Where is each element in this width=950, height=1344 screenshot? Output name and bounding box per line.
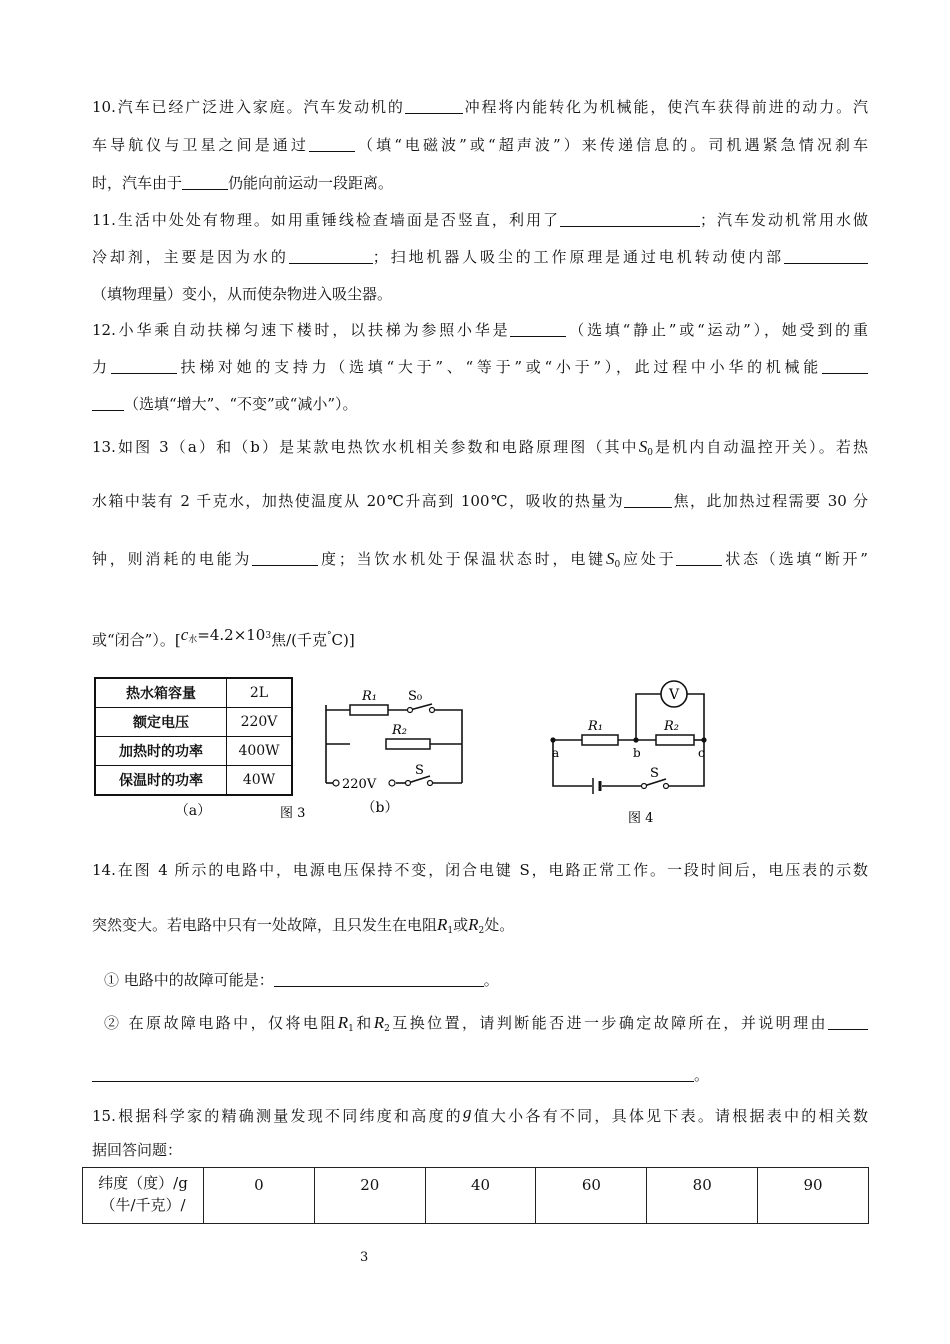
q11-line1: 11.生活中处处有物理。如用重锤线检查墙面是否竖直，利用了 ；汽车发动机常用水做 xyxy=(92,211,868,229)
q14-part2: ② 在原故障电路中，仅将电阻$R_1$和$R_2$互换位置，请判断能否进一步确定故障所在，并说明理由 xyxy=(104,1013,868,1039)
fig4-label-r2: R₂ xyxy=(664,719,679,734)
voltmeter-label: V xyxy=(668,687,680,703)
fig3a-caption: （a） xyxy=(174,803,212,819)
answer-blank[interactable] xyxy=(560,212,700,227)
q12-line2: 力 扶梯对她的支持力（选填“大于”、“等于”或“小于”），此过程中小华的机械能 xyxy=(92,357,868,377)
fig3b-caption: （b） xyxy=(361,800,399,816)
resistor-r2 xyxy=(386,739,430,749)
answer-blank[interactable] xyxy=(111,359,177,374)
answer-blank[interactable] xyxy=(252,551,318,566)
answer-blank[interactable] xyxy=(92,1067,694,1082)
q12-line3: （选填“增大”、“不变”或“减小”）。 xyxy=(92,394,868,414)
answer-blank[interactable] xyxy=(289,249,373,264)
page-number: 3 xyxy=(360,1250,369,1265)
resistor-r1 xyxy=(582,735,618,745)
answer-blank[interactable] xyxy=(510,322,566,337)
answer-blank[interactable] xyxy=(784,249,868,264)
gravity-table xyxy=(82,1167,869,1224)
fig4-label-b: b xyxy=(633,746,641,760)
resistor-r1 xyxy=(350,705,388,715)
q10-line3: 时，汽车由于 仍能向前运动一段距离。 xyxy=(92,174,394,192)
table-row: 保温时的功率 40W xyxy=(95,766,292,796)
answer-blank[interactable] xyxy=(624,493,672,508)
q10-line1: 10.汽车已经广泛进入家庭。汽车发动机的 冲程将内能转化为机械能，使汽车获得前进的动力。汽 xyxy=(92,98,868,116)
q11-line2: 冷却剂，主要是因为水的 ；扫地机器人吸尘的工作原理是通过电机转动使内部 xyxy=(92,247,868,267)
answer-blank[interactable] xyxy=(182,175,228,190)
table-row xyxy=(83,1168,869,1224)
q13-line2: 水箱中装有 2 千克水，加热使温度从 20℃升高到 100℃，吸收的热量为 焦，此加热过程需要 30 分 xyxy=(92,492,869,510)
fig4-label-r1: R₁ xyxy=(588,719,603,734)
table-cell: 80 xyxy=(647,1168,758,1224)
answer-blank[interactable] xyxy=(676,551,722,566)
q14-line1: 14.在图 4 所示的电路中，电源电压保持不变，闭合电键 S，电路正常工作。一段时间后，电压表的示数 xyxy=(92,861,868,879)
q15-line1: 15.根据科学家的精确测量发现不同纬度和高度的g值大小各有不同，具体见下表。请根据表中的相关数 xyxy=(92,1103,868,1125)
answer-blank[interactable] xyxy=(309,137,355,152)
answer-blank[interactable] xyxy=(92,396,124,411)
q13-line4: 或“闭合”）。[$c^水=4.2\times 10^3$焦/(千克°C)] xyxy=(92,625,355,649)
table-header-cell: 纬度（度）/g （牛/千克）/ xyxy=(83,1168,204,1224)
table-cell: 0 xyxy=(204,1168,315,1224)
table-cell: 60 xyxy=(536,1168,647,1224)
fig3b-label-r1: R₁ xyxy=(362,689,377,704)
q13-line1: 13.如图 3（a）和（b）是某款电热饮水机相关参数和电路原理图（其中$S_0$是机内自动温控开关）。若热 xyxy=(92,437,868,458)
table-cell: 20 xyxy=(314,1168,425,1224)
q10-line2: 车导航仪与卫星之间是通过 （填“电磁波”或“超声波”）来传递信息的。司机遇紧急情况刹车 xyxy=(92,136,868,154)
fig4-label-s: S xyxy=(650,766,659,781)
q14-part1: ① 电路中的故障可能是： 。 xyxy=(104,971,499,989)
answer-blank[interactable] xyxy=(822,359,868,374)
fig4-number: 图 4 xyxy=(628,811,654,826)
resistor-r2 xyxy=(656,735,694,745)
fig3b-circuit-diagram xyxy=(270,678,475,823)
table-cell: 40 xyxy=(425,1168,536,1224)
table-row: 加热时的功率 400W xyxy=(95,737,292,766)
fig3b-label-s0: S₀ xyxy=(408,689,423,704)
q13-line3: 钟，则消耗的电能为 度；当饮水机处于保温状态时，电键$S_0$应处于 状态（选填“断开” xyxy=(92,549,868,570)
answer-blank[interactable] xyxy=(405,99,463,114)
answer-blank[interactable] xyxy=(274,972,484,987)
fig3-number: 图 3 xyxy=(280,806,306,821)
fig3b-label-r2: R₂ xyxy=(392,723,407,738)
fig4-label-a: a xyxy=(552,746,560,760)
table-cell: 90 xyxy=(758,1168,869,1224)
answer-blank[interactable] xyxy=(828,1015,868,1030)
table-row: 额定电压 220V xyxy=(95,708,292,737)
q14-line-answer: 。 xyxy=(92,1065,868,1085)
fig4-circuit-diagram xyxy=(540,678,715,828)
fig3b-label-voltage: 220V xyxy=(342,777,377,792)
fig3a-parameter-table xyxy=(94,677,293,820)
q15-line2: 据回答问题： xyxy=(92,1141,183,1159)
q12-line1: 12.小华乘自动扶梯匀速下楼时，以扶梯为参照小华是 （选填“静止”或“运动”），她受到的重 xyxy=(92,321,868,339)
fig3b-label-s: S xyxy=(415,763,424,778)
fig4-label-c: c xyxy=(698,746,705,760)
q14-line2: 突然变大。若电路中只有一处故障，且只发生在电阻$R_1$或$R_2$处。 xyxy=(92,915,515,936)
q11-line3: （填物理量）变小，从而使杂物进入吸尘器。 xyxy=(92,285,393,303)
table-row: 热水箱容量 2L xyxy=(95,678,292,708)
